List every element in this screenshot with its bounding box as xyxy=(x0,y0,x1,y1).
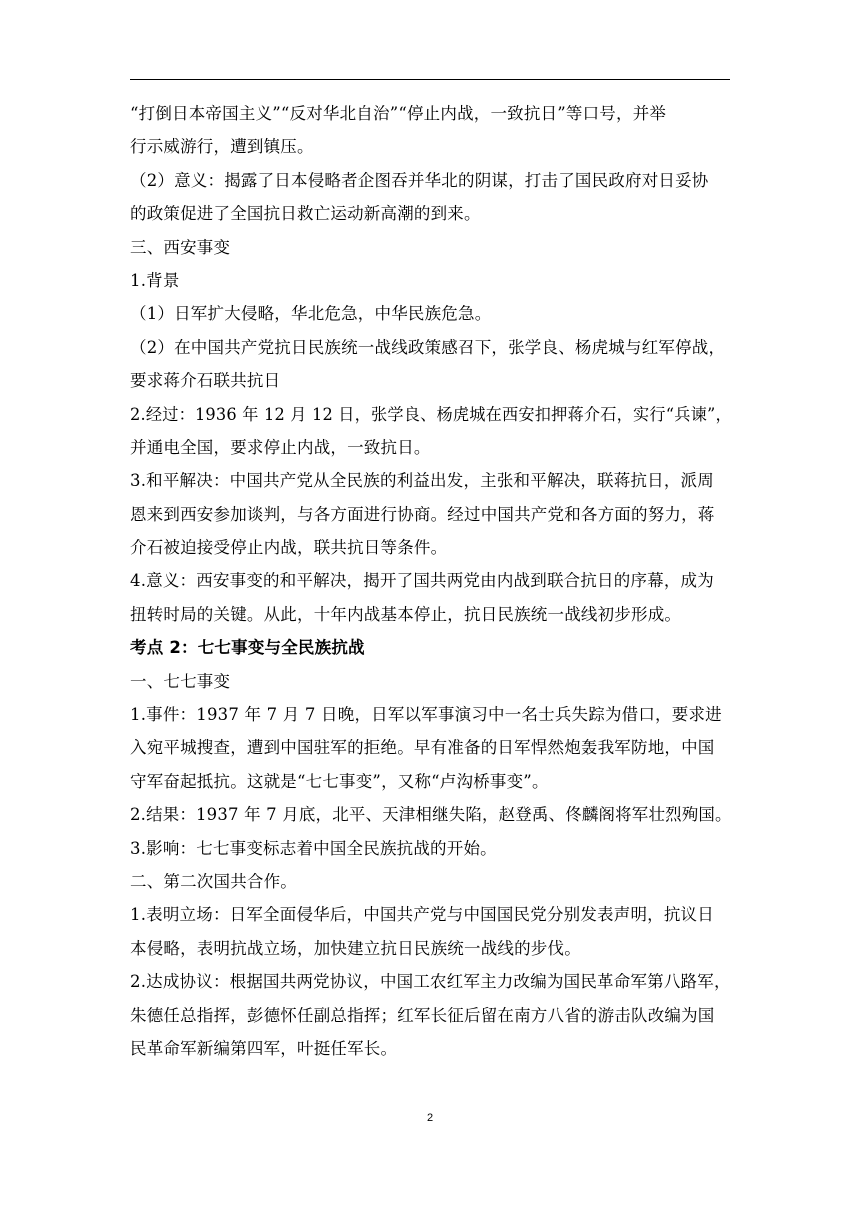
text-line: 1.背景 xyxy=(130,270,180,290)
page-number: 2 xyxy=(426,1112,434,1124)
text-line: 介石被迫接受停止内战，联共抗日等条件。 xyxy=(130,538,448,558)
text-line: 恩来到西安参加谈判，与各方面进行协商。经过中国共产党和各方面的努力，蒋 xyxy=(130,504,715,524)
text-line: 并通电全国，要求停止内战，一致抗日。 xyxy=(130,437,431,457)
text-line: 守军奋起抵抗。这就是“七七事变”，又称“卢沟桥事变”。 xyxy=(130,771,549,791)
text-line: 1.表明立场：日军全面侵华后，中国共产党与中国国民党分别发表声明，抗议日 xyxy=(130,905,714,925)
text-line: 2.结果：1937 年 7 月底，北平、天津相继失陷，赵登禹、佟麟阁将军壮烈殉国。 xyxy=(130,805,732,825)
text-line: （2）意义：揭露了日本侵略者企图吞并华北的阴谋，打击了国民政府对日妥协 xyxy=(130,170,709,190)
text-line: 扭转时局的关键。从此，十年内战基本停止，抗日民族统一战线初步形成。 xyxy=(130,604,682,624)
text-line: 1.事件：1937 年 7 月 7 日晚，日军以军事演习中一名士兵失踪为借口，要求进 xyxy=(130,705,722,725)
text-line: 本侵略，表明抗战立场，加快建立抗日民族统一战线的步伐。 xyxy=(130,938,581,958)
text-line: 朱德任总指挥，彭德怀任副总指挥；红军长征后留在南方八省的游击队改编为国 xyxy=(130,1005,715,1025)
text-line: 二、第二次国共合作。 xyxy=(130,871,297,891)
text-line: 一、七七事变 xyxy=(130,671,231,691)
text-line: 4.意义：西安事变的和平解决，揭开了国共两党由内战到联合抗日的序幕，成为 xyxy=(130,571,714,591)
text-line: 行示威游行，遭到镇压。 xyxy=(130,137,314,157)
text-line: 民革命军新编第四军，叶挺任军长。 xyxy=(130,1038,398,1058)
section-heading: 考点 2：七七事变与全民族抗战 xyxy=(130,638,365,658)
document-body xyxy=(130,97,732,1065)
text-line: 2.经过：1936 年 12 月 12 日，张学良、杨虎城在西安扣押蒋介石，实行“兵谏”， xyxy=(130,404,732,424)
text-line: 3.影响：七七事变标志着中国全民族抗战的开始。 xyxy=(130,838,497,858)
text-line: 要求蒋介石联共抗日 xyxy=(130,371,281,391)
text-line: （2）在中国共产党抗日民族统一战线政策感召下，张学良、杨虎城与红军停战， xyxy=(130,337,726,357)
text-line: 三、西安事变 xyxy=(130,237,231,257)
text-line: 的政策促进了全国抗日救亡运动新高潮的到来。 xyxy=(130,204,481,224)
text-line: （1）日军扩大侵略，华北危急，中华民族危急。 xyxy=(130,304,492,324)
text-line: 入宛平城搜查，遭到中国驻军的拒绝。早有准备的日军悍然炮轰我军防地，中国 xyxy=(130,738,715,758)
text-line: 2.达成协议：根据国共两党协议，中国工农红军主力改编为国民革命军第八路军， xyxy=(130,972,731,992)
text-line: “打倒日本帝国主义”“反对华北自治”“停止内战，一致抗日”等口号，并举 xyxy=(130,104,667,123)
header-rule xyxy=(130,79,730,80)
text-line: 3.和平解决：中国共产党从全民族的利益出发，主张和平解决，联蒋抗日，派周 xyxy=(130,471,714,491)
